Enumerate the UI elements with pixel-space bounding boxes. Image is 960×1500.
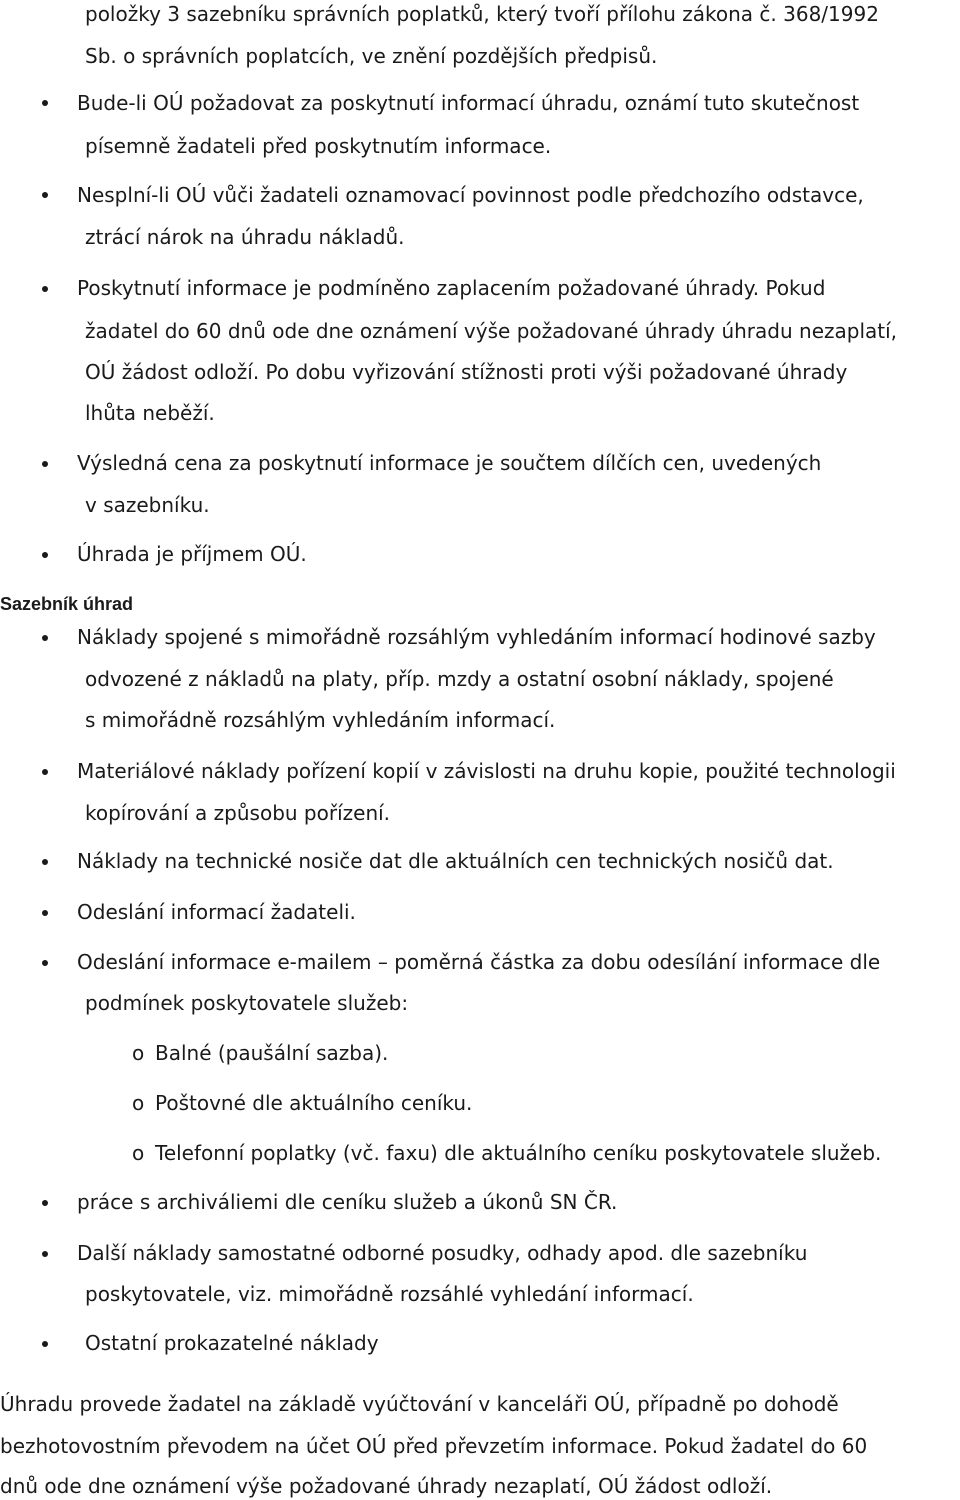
list-item-text: poskytovatele, viz. mimořádně rozsáhlé vyhledání informací. (85, 1282, 694, 1306)
list-item-text: Další náklady samostatné odborné posudky, odhady apod. dle sazebníku (77, 1241, 808, 1265)
list-item-text: Telefonní poplatky (vč. faxu) dle aktuálního ceníku poskytovatele služeb. (155, 1141, 882, 1165)
list-item-text: Náklady spojené s mimořádně rozsáhlým vyhledáním informací hodinové sazby (77, 625, 876, 649)
list-item-text: Balné (paušální sazba). (155, 1041, 389, 1065)
list-item-text: práce s archiváliemi dle ceníku služeb a úkonů SN ČR. (77, 1190, 618, 1214)
bullet-icon (42, 769, 48, 775)
list-item-text: s mimořádně rozsáhlým vyhledáním informací. (85, 708, 556, 732)
bullet-icon (42, 635, 48, 641)
bullet-icon (42, 960, 48, 966)
section-heading: Sazebník úhrad (0, 594, 134, 614)
list-item-text: ztrácí nárok na úhradu nákladů. (85, 225, 405, 249)
list-item-text: Náklady na technické nosiče dat dle aktuálních cen technických nosičů dat. (77, 849, 834, 873)
list-item-text: Výsledná cena za poskytnutí informace je součtem dílčích cen, uvedených (77, 451, 822, 475)
bullet-icon (42, 286, 48, 292)
list-item-text: OÚ žádost odloží. Po dobu vyřizování stížnosti proti výši požadované úhrady (85, 360, 848, 384)
intro-line: Sb. o správních poplatcích, ve znění pozdějších předpisů. (85, 44, 658, 68)
list-item-text: podmínek poskytovatele služeb: (85, 991, 409, 1015)
paragraph-line: Úhradu provede žadatel na základě vyúčtování v kanceláři OÚ, případně po dohodě (0, 1392, 839, 1416)
list-item-text: Poštovné dle aktuálního ceníku. (155, 1091, 473, 1115)
sub-bullet-icon: o (132, 1041, 145, 1065)
list-item-text: Nesplní-li OÚ vůči žadateli oznamovací povinnost podle předchozího odstavce, (77, 183, 864, 207)
list-item-text: Odeslání informace e-mailem – poměrná částka za dobu odesílání informace dle (77, 950, 881, 974)
bullet-icon (42, 1251, 48, 1257)
list-item-text: v sazebníku. (85, 493, 210, 517)
list-item-text: Bude-li OÚ požadovat za poskytnutí informací úhradu, oznámí tuto skutečnost (77, 91, 860, 115)
list-item-text: žadatel do 60 dnů ode dne oznámení výše požadované úhrady úhradu nezaplatí, (85, 319, 898, 343)
bullet-icon (42, 192, 48, 198)
bullet-icon (42, 100, 48, 106)
list-item-text: Odeslání informací žadateli. (77, 900, 356, 924)
bullet-icon (42, 910, 48, 916)
list-item-text: odvozené z nákladů na platy, příp. mzdy a ostatní osobní náklady, spojené (85, 667, 834, 691)
list-item-text: Ostatní prokazatelné náklady (85, 1331, 379, 1355)
list-item-text: lhůta neběží. (85, 401, 215, 425)
list-item-text: Úhrada je příjmem OÚ. (77, 542, 307, 566)
sub-bullet-icon: o (132, 1141, 145, 1165)
list-item-text: Materiálové náklady pořízení kopií v závislosti na druhu kopie, použité technologii (77, 759, 896, 783)
list-item-text: písemně žadateli před poskytnutím informace. (85, 134, 552, 158)
paragraph-line: dnů ode dne oznámení výše požadované úhrady nezaplatí, OÚ žádost odloží. (0, 1474, 773, 1498)
bullet-icon (42, 1200, 48, 1206)
bullet-icon (42, 1341, 48, 1347)
list-item-text: Poskytnutí informace je podmíněno zaplacením požadované úhrady. Pokud (77, 276, 826, 300)
intro-line: položky 3 sazebníku správních poplatků, který tvoří přílohu zákona č. 368/1992 (85, 2, 879, 26)
list-item-text: kopírování a způsobu pořízení. (85, 801, 391, 825)
bullet-icon (42, 859, 48, 865)
bullet-icon (42, 461, 48, 467)
paragraph-line: bezhotovostním převodem na účet OÚ před převzetím informace. Pokud žadatel do 60 (0, 1434, 868, 1458)
bullet-icon (42, 552, 48, 558)
sub-bullet-icon: o (132, 1091, 145, 1115)
